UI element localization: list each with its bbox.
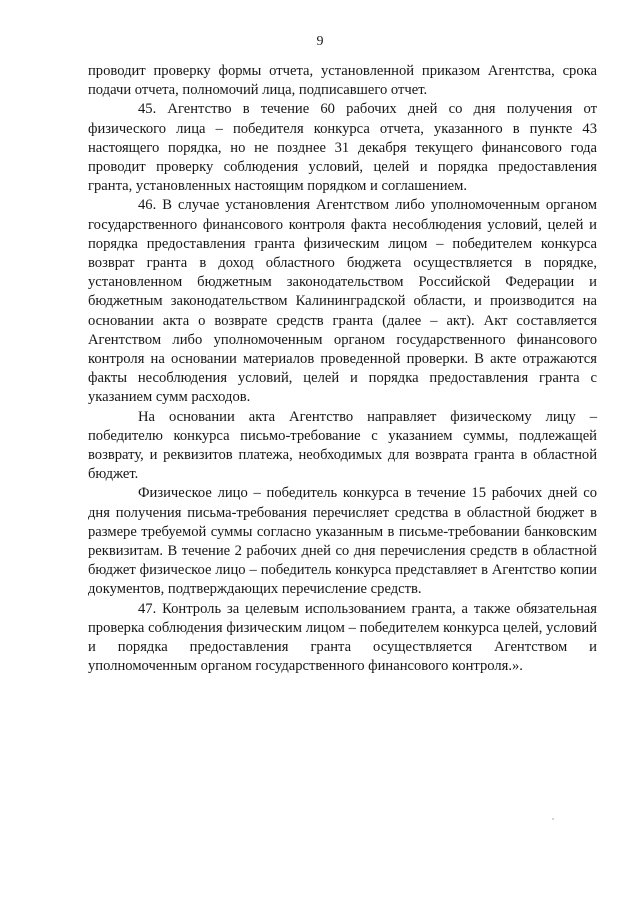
scan-speck: [552, 818, 554, 820]
paragraph-demand-letter: На основании акта Агентство направляет физическому лицу – победителю конкурса письмо-требование с указанием суммы, подлежащей возврату, и реквизитов платежа, необходимых для возврата гранта в областной бюджет.: [88, 408, 597, 483]
paragraph-clause-46: 46. В случае установления Агентством либо уполномоченным органом государственного финансового контроля факта несоблюдения условий, целей и порядка предоставления гранта физическим лицом – победителем конкурса возврат гранта в доход областного бюджета осуществляется в порядке, установленном бюджетным законодательством Российской Федерации и бюджетным законодательством Калининградской области, и производится на основании акта о возврате средств гранта (далее – акт). Акт составляется Агентством либо уполномоченным органом государственного финансового контроля на основании материалов проведенной проверки. В акте отражаются факты несоблюдения условий, целей и порядка предоставления гранта с указанием сумм расходов.: [88, 197, 597, 406]
page-number: 9: [316, 34, 324, 49]
paragraph-clause-47: 47. Контроль за целевым использованием гранта, а также обязательная проверка соблюдения физическим лицом – победителем конкурса целей, условий и порядка предоставления гранта осуществляется Агентством и уполномоченным органом государственного финансового контроля.».: [88, 600, 597, 675]
paragraph-repayment: Физическое лицо – победитель конкурса в течение 15 рабочих дней со дня получения письма-требования перечисляет средства в областной бюджет в размере требуемой суммы согласно указанным в письме-требовании банковским реквизитам. В течение 2 рабочих дней со дня перечисления средств в областной бюджет физическое лицо – победитель конкурса представляет в Агентство копии документов, подтверждающих перечисление средств.: [88, 485, 597, 598]
paragraph-clause-45: 45. Агентство в течение 60 рабочих дней со дня получения от физического лица – победителя конкурса отчета, указанного в пункте 43 настоящего порядка, но не позднее 31 декабря текущего финансового года проводит проверку соблюдения условий, целей и порядка предоставления гранта, установленных настоящим порядком и соглашением.: [88, 101, 597, 195]
paragraph-continuation: проводит проверку формы отчета, установленной приказом Агентства, срока подачи отчета, полномочий лица, подписавшего отчет.: [88, 63, 597, 99]
document-body: [88, 62, 597, 677]
